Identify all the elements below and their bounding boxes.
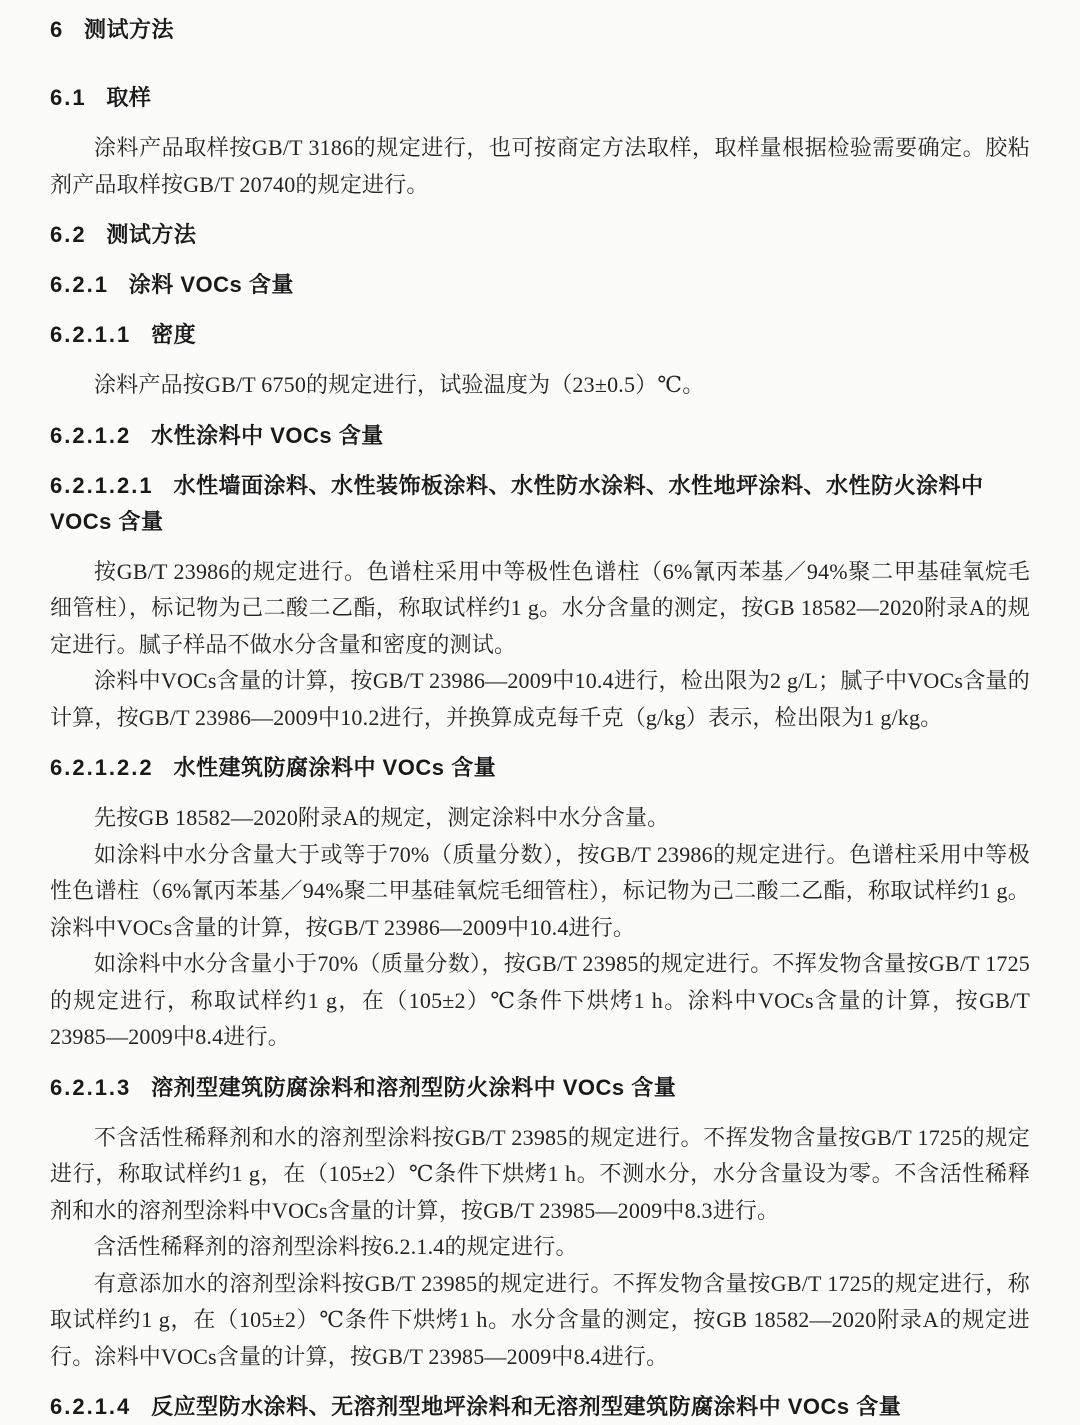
heading-title: 取样 [106,85,152,110]
heading-number: 6.2.1.4 [50,1394,132,1419]
heading-title: 水性涂料中 VOCs 含量 [151,422,384,448]
heading-number: 6.2.1.2 [50,422,132,448]
paragraph-water-content-determination: 先按GB 18582—2020附录A的规定，测定涂料中水分含量。 [94,805,670,830]
heading-number: 6.2.1.3 [50,1074,132,1100]
heading-6-1-sampling [50,80,1030,116]
heading-number: 6.2.1.2.2 [50,755,154,780]
paragraph-vocs-calculation-limits: 涂料中VOCs含量的计算，按GB/T 23986—2009中10.4进行，检出限为2 g/L；腻子中VOCs含量的计算，按GB/T 23986—2009中10.2进行，并换算成克每千克（g/kg）表示，检出限为1 g/kg。 [50,668,1030,730]
paragraph-water-content-ge-70: 如涂料中水分含量大于或等于70%（质量分数），按GB/T 23986的规定进行。色谱柱采用中等极性色谱柱（6%氰丙苯基／94%聚二甲基硅氧烷毛细管柱），标记物为己二酸二乙酯，称取试样约1 g。涂料中VOCs含量的计算，按GB/T 23986—2009中10.4进行。 [50,841,1030,940]
heading-title: 水性墙面涂料、水性装饰板涂料、水性防水涂料、水性地坪涂料、水性防火涂料中 VOCs 含量 [50,472,984,534]
heading-6-2-1-2-2-anticorrosive-waterborne [50,750,1030,786]
heading-title: 测试方法 [84,17,175,42]
paragraph-with-reactive-diluent: 含活性稀释剂的溶剂型涂料按6.2.1.4的规定进行。 [94,1234,578,1259]
heading-6-test-methods [50,12,1030,48]
heading-title: 反应型防水涂料、无溶剂型地坪涂料和无溶剂型建筑防腐涂料中 VOCs 含量 [151,1394,902,1419]
heading-number: 6.2 [50,222,87,247]
heading-title: 密度 [151,322,197,347]
paragraph-density: 涂料产品按GB/T 6750的规定进行，试验温度为（23±0.5）℃。 [94,372,705,397]
heading-number: 6.2.1.2.1 [50,472,154,498]
heading-number: 6.2.1.1 [50,322,132,347]
heading-6-2-1-4-reactive-waterproof [50,1389,1030,1425]
heading-6-2-1-1-density [50,317,1030,353]
heading-6-2-1-2-1-waterborne-wall-coatings [50,468,1030,540]
heading-6-2-1-coating-vocs [50,267,1030,303]
paragraph-no-reactive-diluent: 不含活性稀释剂和水的溶剂型涂料按GB/T 23985的规定进行。不挥发物含量按GB/T 1725的规定进行，称取试样约1 g，在（105±2）℃条件下烘烤1 h。不测水分，水分含量设为零。不含活性稀释剂和水的溶剂型涂料中VOCs含量的计算，按GB/T 23985—2009中8.3进行。 [50,1124,1030,1223]
heading-number: 6 [50,17,65,42]
heading-title: 水性建筑防腐涂料中 VOCs 含量 [173,755,497,780]
heading-title: 测试方法 [106,222,197,247]
paragraph-water-content-lt-70: 如涂料中水分含量小于70%（质量分数），按GB/T 23985的规定进行。不挥发物含量按GB/T 1725的规定进行，称取试样约1 g，在（105±2）℃条件下烘烤1 h。涂料中VOCs含量的计算，按GB/T 23985—2009中8.4进行。 [50,951,1030,1049]
heading-6-2-test-methods [50,217,1030,253]
paragraph-sampling: 涂料产品取样按GB/T 3186的规定进行，也可按商定方法取样，取样量根据检验需要确定。胶粘剂产品取样按GB/T 20740的规定进行。 [50,135,1030,197]
heading-title: 涂料 VOCs 含量 [128,272,294,297]
heading-number: 6.2.1 [50,272,109,297]
heading-number: 6.1 [50,85,87,110]
paragraph-intentionally-added-water: 有意添加水的溶剂型涂料按GB/T 23985的规定进行。不挥发物含量按GB/T 1725的规定进行，称取试样约1 g，在（105±2）℃条件下烘烤1 h。水分含量的测定，按GB 18582—2020附录A的规定进行。涂料中VOCs含量的计算，按GB/T 23985—2009中8.4进行。 [50,1270,1030,1369]
paragraph-gbt23986-method: 按GB/T 23986的规定进行。色谱柱采用中等极性色谱柱（6%氰丙苯基／94%聚二甲基硅氧烷毛细管柱），标记物为己二酸二乙酯，称取试样约1 g。水分含量的测定，按GB 18582—2020附录A的规定进行。腻子样品不做水分含量和密度的测试。 [50,558,1030,657]
heading-6-2-1-3-solventborne-vocs [50,1070,1030,1106]
heading-6-2-1-2-waterborne-vocs [50,418,1030,454]
heading-title: 溶剂型建筑防腐涂料和溶剂型防火涂料中 VOCs 含量 [151,1074,677,1100]
